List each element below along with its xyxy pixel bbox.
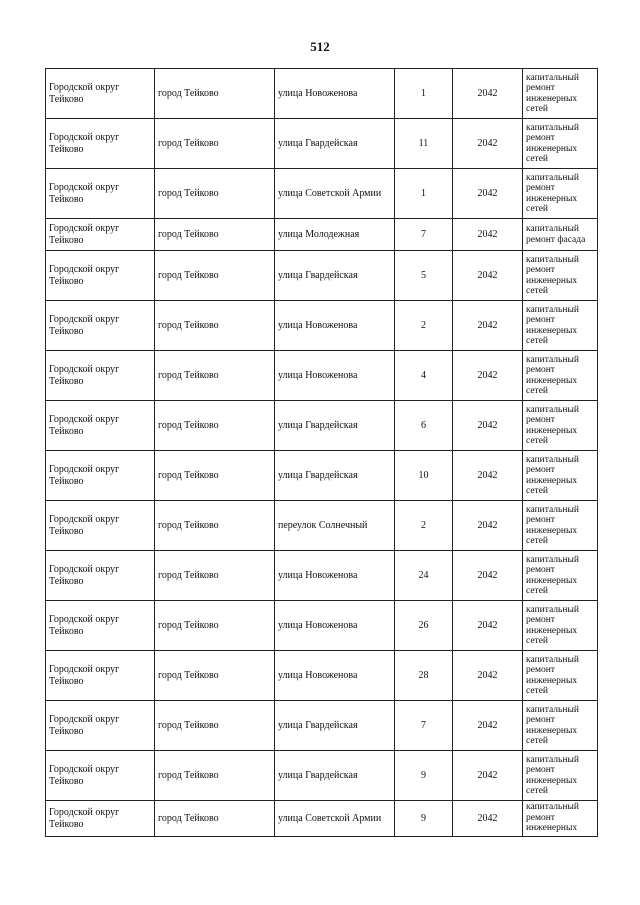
work-type-cell: капитальный ремонт инженерных сетей [523,351,598,401]
repair-year-cell: 2042 [453,301,523,351]
repair-year-cell: 2042 [453,451,523,501]
work-type-cell: капитальный ремонт фасада [523,219,598,251]
work-type-cell: капитальный ремонт инженерных сетей [523,451,598,501]
municipality-cell: Городской округ Тейково [46,651,155,701]
settlement-cell: город Тейково [155,169,275,219]
table-row [46,401,598,451]
house-number-cell: 6 [395,401,453,451]
municipality-cell: Городской округ Тейково [46,119,155,169]
table-row [46,551,598,601]
street-cell: улица Новоженова [275,301,395,351]
repair-year-cell: 2042 [453,501,523,551]
table-row [46,219,598,251]
table-row [46,119,598,169]
settlement-cell: город Тейково [155,801,275,837]
table-row [46,351,598,401]
municipality-cell: Городской округ Тейково [46,751,155,801]
table-row [46,451,598,501]
street-cell: улица Новоженова [275,551,395,601]
municipality-cell: Городской округ Тейково [46,69,155,119]
house-number-cell: 10 [395,451,453,501]
house-number-cell: 7 [395,219,453,251]
municipality-cell: Городской округ Тейково [46,601,155,651]
repair-year-cell: 2042 [453,651,523,701]
work-type-cell: капитальный ремонт инженерных сетей [523,251,598,301]
work-type-cell: капитальный ремонт инженерных сетей [523,551,598,601]
repair-year-cell: 2042 [453,601,523,651]
table-row [46,801,598,837]
repair-year-cell: 2042 [453,801,523,837]
settlement-cell: город Тейково [155,251,275,301]
work-type-cell: капитальный ремонт инженерных сетей [523,401,598,451]
table-row [46,751,598,801]
work-type-cell: капитальный ремонт инженерных сетей [523,169,598,219]
municipality-cell: Городской округ Тейково [46,501,155,551]
street-cell: переулок Солнечный [275,501,395,551]
house-number-cell: 11 [395,119,453,169]
house-number-cell: 1 [395,69,453,119]
settlement-cell: город Тейково [155,301,275,351]
settlement-cell: город Тейково [155,401,275,451]
street-cell: улица Новоженова [275,601,395,651]
table-body [46,69,598,837]
table-row [46,701,598,751]
settlement-cell: город Тейково [155,751,275,801]
work-type-cell: капитальный ремонт инженерных сетей [523,701,598,751]
work-type-cell: капитальный ремонт инженерных [523,801,598,837]
municipality-cell: Городской округ Тейково [46,401,155,451]
street-cell: улица Молодежная [275,219,395,251]
house-number-cell: 24 [395,551,453,601]
repair-year-cell: 2042 [453,119,523,169]
work-type-cell: капитальный ремонт инженерных сетей [523,601,598,651]
house-number-cell: 28 [395,651,453,701]
settlement-cell: город Тейково [155,551,275,601]
table-row [46,651,598,701]
street-cell: улица Гвардейская [275,701,395,751]
street-cell: улица Гвардейская [275,451,395,501]
page-number: 512 [310,39,330,54]
settlement-cell: город Тейково [155,69,275,119]
municipality-cell: Городской округ Тейково [46,801,155,837]
street-cell: улица Советской Армии [275,169,395,219]
work-type-cell: капитальный ремонт инженерных сетей [523,301,598,351]
table-row [46,251,598,301]
street-cell: улица Советской Армии [275,801,395,837]
work-type-cell: капитальный ремонт инженерных сетей [523,651,598,701]
settlement-cell: город Тейково [155,351,275,401]
settlement-cell: город Тейково [155,219,275,251]
municipality-cell: Городской округ Тейково [46,551,155,601]
municipality-cell: Городской округ Тейково [46,451,155,501]
work-type-cell: капитальный ремонт инженерных сетей [523,751,598,801]
table-row [46,69,598,119]
house-number-cell: 7 [395,701,453,751]
house-number-cell: 5 [395,251,453,301]
municipality-cell: Городской округ Тейково [46,351,155,401]
street-cell: улица Гвардейская [275,119,395,169]
table-row [46,601,598,651]
repair-year-cell: 2042 [453,219,523,251]
work-type-cell: капитальный ремонт инженерных сетей [523,69,598,119]
work-type-cell: капитальный ремонт инженерных сетей [523,119,598,169]
street-cell: улица Гвардейская [275,251,395,301]
street-cell: улица Новоженова [275,651,395,701]
municipality-cell: Городской округ Тейково [46,251,155,301]
municipality-cell: Городской округ Тейково [46,301,155,351]
street-cell: улица Новоженова [275,351,395,401]
municipality-cell: Городской округ Тейково [46,701,155,751]
repair-year-cell: 2042 [453,169,523,219]
street-cell: улица Гвардейская [275,751,395,801]
municipality-cell: Городской округ Тейково [46,169,155,219]
repair-year-cell: 2042 [453,401,523,451]
work-type-cell: капитальный ремонт инженерных сетей [523,501,598,551]
table-row [46,169,598,219]
repair-year-cell: 2042 [453,551,523,601]
settlement-cell: город Тейково [155,651,275,701]
street-cell: улица Новоженова [275,69,395,119]
repair-year-cell: 2042 [453,701,523,751]
repair-year-cell: 2042 [453,251,523,301]
table-row [46,501,598,551]
settlement-cell: город Тейково [155,501,275,551]
repair-year-cell: 2042 [453,69,523,119]
housing-repair-table [45,68,598,837]
house-number-cell: 4 [395,351,453,401]
settlement-cell: город Тейково [155,601,275,651]
table-row [46,301,598,351]
house-number-cell: 26 [395,601,453,651]
settlement-cell: город Тейково [155,119,275,169]
house-number-cell: 9 [395,751,453,801]
street-cell: улица Гвардейская [275,401,395,451]
house-number-cell: 1 [395,169,453,219]
municipality-cell: Городской округ Тейково [46,219,155,251]
house-number-cell: 2 [395,301,453,351]
repair-year-cell: 2042 [453,751,523,801]
settlement-cell: город Тейково [155,451,275,501]
house-number-cell: 2 [395,501,453,551]
repair-year-cell: 2042 [453,351,523,401]
settlement-cell: город Тейково [155,701,275,751]
house-number-cell: 9 [395,801,453,837]
